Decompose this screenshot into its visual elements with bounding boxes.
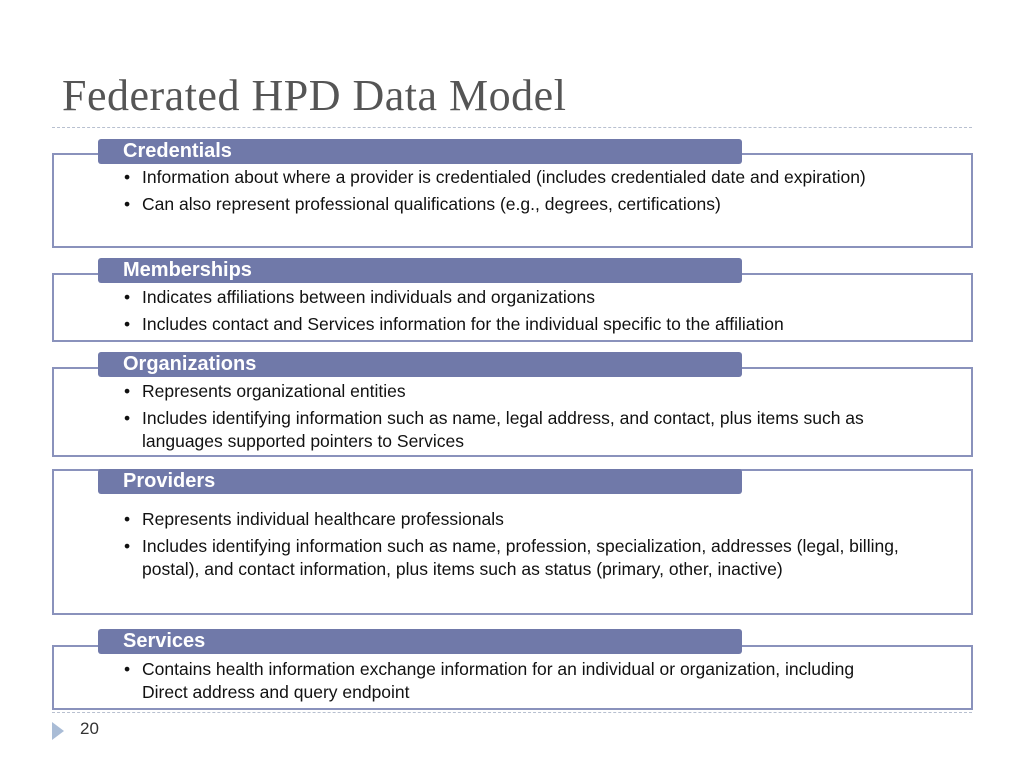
list-item: • Can also represent professional qualifications (e.g., degrees, certifications): [122, 193, 882, 216]
list-item: • Includes identifying information such as name, profession, specialization, addresses (legal, billing, postal), and contact information, plus items such as status (primary, other, inactive): [122, 535, 902, 581]
footer-divider: [52, 712, 972, 713]
slide-title: Federated HPD Data Model: [62, 71, 567, 120]
list-item: • Represents individual healthcare professionals: [122, 508, 902, 531]
page-number: 20: [80, 719, 99, 738]
memberships-list: [122, 286, 922, 340]
organizations-heading: Organizations: [98, 352, 742, 377]
credentials-list: [122, 166, 882, 220]
list-item: • Information about where a provider is credentialed (includes credentialed date and expiration): [122, 166, 882, 189]
list-item: • Indicates affiliations between individuals and organizations: [122, 286, 922, 309]
list-item: • Represents organizational entities: [122, 380, 922, 403]
organizations-list: [122, 380, 922, 457]
triangle-bullet-icon: [52, 722, 64, 740]
list-item: • Contains health information exchange information for an individual or organization, including Direct address and query endpoint: [122, 658, 882, 704]
services-list: [122, 658, 882, 708]
list-item: • Includes identifying information such as name, legal address, and contact, plus items such as languages supported pointers to Services: [122, 407, 922, 453]
services-heading: Services: [98, 629, 742, 654]
list-item: • Includes contact and Services information for the individual specific to the affiliation: [122, 313, 922, 336]
memberships-heading: Memberships: [98, 258, 742, 283]
providers-heading: Providers: [98, 469, 742, 494]
providers-list: [122, 508, 902, 585]
title-divider: [52, 127, 972, 128]
credentials-heading: Credentials: [98, 139, 742, 164]
